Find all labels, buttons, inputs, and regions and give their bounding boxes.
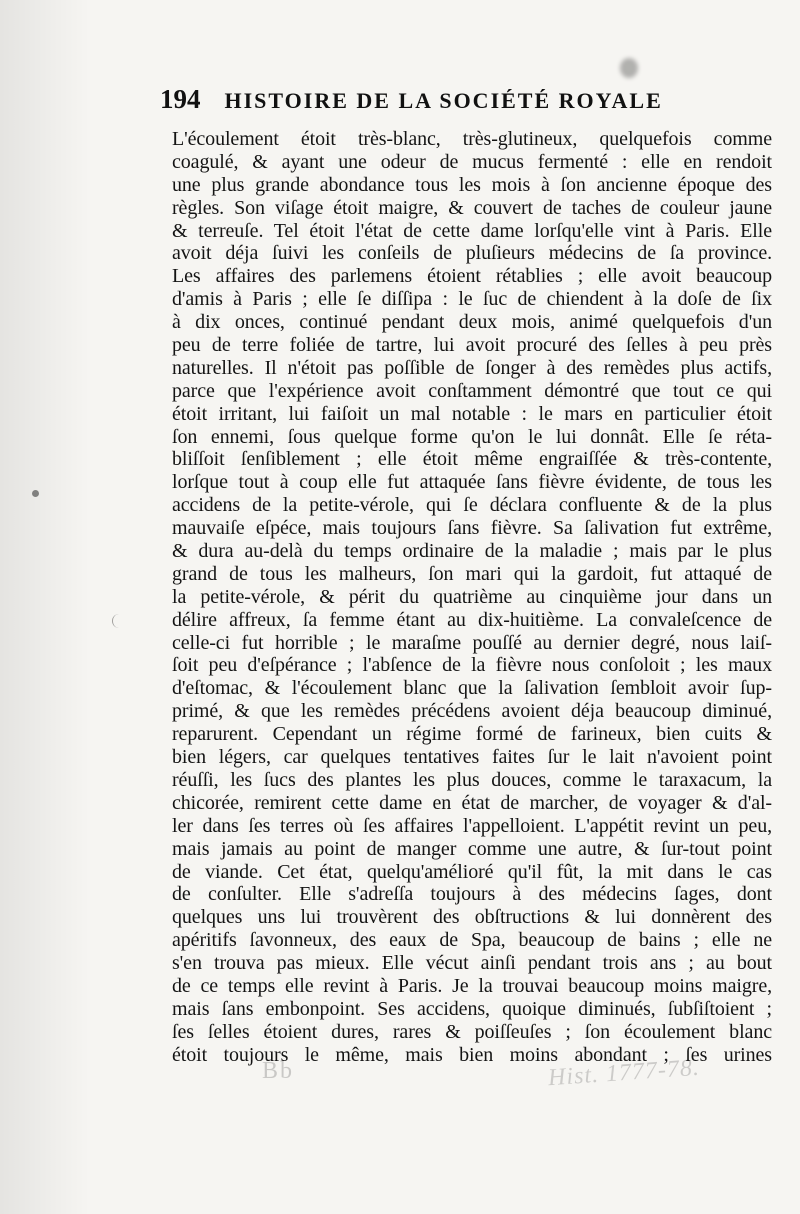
- text-line: règles. Son viſage étoit maigre, & couvert de taches de couleur jaune: [172, 196, 772, 219]
- text-line: ſoit peu d'eſpérance ; l'abſence de la fièvre nous conſoloit ; les maux: [172, 654, 772, 677]
- text-line: parce que l'expérience avoit conſtamment démontré que tout ce qui: [172, 379, 772, 402]
- text-line: bliſſoit ſenſiblement ; elle étoit même engraiſſée & très-contente,: [172, 448, 772, 471]
- text-line: & terreuſe. Tel étoit l'état de cette dame lorſqu'elle vint à Paris. Elle: [172, 219, 772, 242]
- text-line: mais ſans embonpoint. Ses accidens, quoique diminués, ſubſiſtoient ;: [172, 997, 772, 1020]
- text-line: s'en trouva pas mieux. Elle vécut ainſi pendant trois ans ; au bout: [172, 952, 772, 975]
- text-line: d'amis à Paris ; elle ſe diſſipa : le ſuc de chiendent à la doſe de ſix: [172, 288, 772, 311]
- text-line: la petite-vérole, & périt du quatrième au cinquième jour dans un: [172, 585, 772, 608]
- text-line: bien légers, car quelques tentatives faites ſur le lait n'avoient point: [172, 746, 772, 769]
- text-line: apéritifs ſavonneux, des eaux de Spa, beaucoup de bains ; elle ne: [172, 929, 772, 952]
- ink-dot: [32, 490, 39, 497]
- text-line: une plus grande abondance tous les mois à ſon ancienne époque des: [172, 173, 772, 196]
- text-line: délire affreux, ſa femme étant au dix-huitième. La convaleſcence de: [172, 608, 772, 631]
- text-line: & dura au-delà du temps ordinaire de la maladie ; mais par le plus: [172, 540, 772, 563]
- text-line: de viande. Cet état, quelqu'amélioré qu'il fût, la mit dans le cas: [172, 860, 772, 883]
- text-line: réuſſi, les ſucs des plantes les plus douces, comme le taraxacum, la: [172, 768, 772, 791]
- text-line: coagulé, & ayant une odeur de mucus fermenté : elle en rendoit: [172, 150, 772, 173]
- page-gutter-shadow: [0, 0, 90, 1214]
- text-line: étoit irritant, lui faiſoit un mal notable : le mars en particulier étoit: [172, 402, 772, 425]
- text-line: quelques uns lui trouvèrent des obſtructions & lui donnèrent des: [172, 906, 772, 929]
- text-line: ler dans ſes terres où ſes affaires l'appelloient. L'appétit revint un peu,: [172, 814, 772, 837]
- text-line: reparurent. Cependant un régime formé de farineux, bien cuits &: [172, 723, 772, 746]
- margin-mark: [112, 614, 121, 628]
- text-line: de ce temps elle revint à Paris. Je la trouvai beaucoup moins maigre,: [172, 974, 772, 997]
- text-line: Les affaires des parlemens étoient rétablies ; elle avoit beaucoup: [172, 265, 772, 288]
- text-line: ſon ennemi, ſous quelque forme qu'on le lui donnât. Elle ſe réta-: [172, 425, 772, 448]
- text-line: lorſque tout à coup elle fut attaquée ſans fièvre évidente, de tous les: [172, 471, 772, 494]
- text-line: chicorée, remirent cette dame en état de marcher, de voyager & d'al-: [172, 791, 772, 814]
- text-line: étoit toujours le même, mais bien moins abondant ; ſes urines: [172, 1043, 772, 1066]
- running-head: [160, 84, 700, 120]
- text-line: avoit déja ſuivi les conſeils de pluſieurs médecins de ſa province.: [172, 242, 772, 265]
- text-line: mauvaiſe eſpéce, mais toujours ſans fièvre. Sa ſalivation fut extrême,: [172, 517, 772, 540]
- text-line: de conſulter. Elle s'adreſſa toujours à des médecins ſages, dont: [172, 883, 772, 906]
- text-line: peu de terre foliée de tartre, lui avoit procuré des ſelles à peu près: [172, 334, 772, 357]
- text-line: à dix onces, continué pendant deux mois, animé quelquefois d'un: [172, 311, 772, 334]
- body-text: [172, 128, 772, 1067]
- text-line: grand de tous les malheurs, ſon mari qui la gardoit, fut attaqué de: [172, 562, 772, 585]
- running-title: HISTOIRE DE LA SOCIÉTÉ ROYALE: [224, 88, 663, 113]
- text-line: primé, & que les remèdes précédens avoient déja beaucoup diminué,: [172, 700, 772, 723]
- text-line: ſes ſelles étoient dures, rares & poiſſeuſes ; ſon écoulement blanc: [172, 1020, 772, 1043]
- text-line: celle-ci fut horrible ; le maraſme pouſſé au dernier degré, nous laiſ-: [172, 631, 772, 654]
- shelf-mark: Hist. 1777-78.: [547, 1054, 701, 1092]
- ink-blot: [620, 58, 638, 78]
- signature-mark: Bb: [262, 1058, 295, 1084]
- text-line: d'eſtomac, & l'écoulement blanc que la ſalivation ſembloit avoir ſup-: [172, 677, 772, 700]
- page-number: 194: [160, 84, 201, 114]
- text-line: L'écoulement étoit très-blanc, très-glutineux, quelquefois comme: [172, 128, 772, 150]
- text-line: mais jamais au point de manger comme une autre, & ſur-tout point: [172, 837, 772, 860]
- text-line: accidens de la petite-vérole, qui ſe déclara confluente & de la plus: [172, 494, 772, 517]
- text-line: naturelles. Il n'étoit pas poſſible de ſonger à des remèdes plus actifs,: [172, 356, 772, 379]
